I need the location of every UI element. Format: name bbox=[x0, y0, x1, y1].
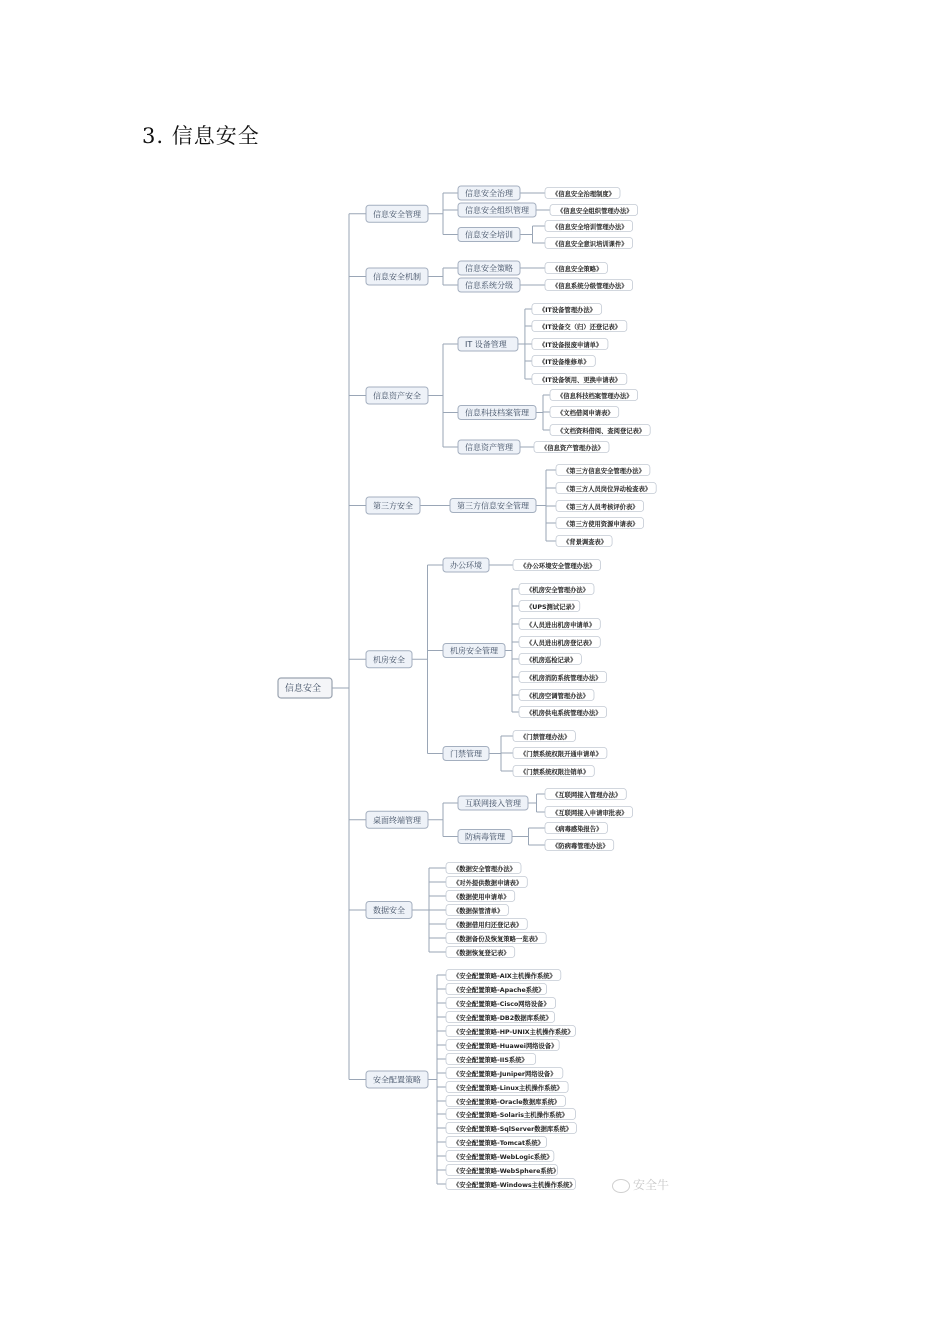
svg-text:《信息安全意识培训课件》: 《信息安全意识培训课件》 bbox=[552, 241, 628, 248]
branch-node bbox=[366, 497, 420, 514]
svg-text:《IT设备维修单》: 《IT设备维修单》 bbox=[538, 359, 590, 366]
leaf-document bbox=[446, 1068, 563, 1079]
leaf-document bbox=[446, 905, 508, 916]
svg-text:信息科技档案管理: 信息科技档案管理 bbox=[465, 408, 529, 418]
leaf-document bbox=[545, 807, 633, 818]
leaf-document bbox=[446, 1151, 554, 1162]
branch-node bbox=[366, 651, 412, 668]
svg-text:《数据借用归还登记表》: 《数据借用归还登记表》 bbox=[453, 922, 523, 929]
svg-text:信息安全管理: 信息安全管理 bbox=[373, 209, 421, 219]
subtopic-node bbox=[458, 830, 512, 844]
branch-node bbox=[366, 1071, 428, 1088]
subtopic-node bbox=[458, 796, 528, 810]
svg-text:信息安全: 信息安全 bbox=[285, 684, 322, 694]
leaf-document bbox=[513, 748, 607, 759]
svg-text:《第三方人员岗位异动检查表》: 《第三方人员岗位异动检查表》 bbox=[563, 486, 652, 493]
svg-text:《信息科技档案管理办法》: 《信息科技档案管理办法》 bbox=[557, 393, 633, 400]
svg-text:《数据保管清单》: 《数据保管清单》 bbox=[453, 908, 504, 915]
svg-text:《安全配置策略-IIS系统》: 《安全配置策略-IIS系统》 bbox=[453, 1057, 528, 1064]
root-node bbox=[278, 678, 332, 698]
leaf-document bbox=[532, 304, 602, 315]
leaf-document bbox=[519, 672, 607, 683]
svg-text:《安全配置策略-Oracle数据库系统》: 《安全配置策略-Oracle数据库系统》 bbox=[453, 1099, 561, 1106]
svg-text:《门禁管理办法》: 《门禁管理办法》 bbox=[520, 734, 571, 741]
leaf-document bbox=[556, 483, 656, 494]
svg-text:机房安全: 机房安全 bbox=[373, 655, 405, 665]
svg-text:《安全配置策略-WebSphere系统》: 《安全配置策略-WebSphere系统》 bbox=[453, 1168, 560, 1175]
svg-text:《信息系统分级管理办法》: 《信息系统分级管理办法》 bbox=[552, 283, 628, 290]
svg-text:《信息安全组织管理办法》: 《信息安全组织管理办法》 bbox=[557, 208, 633, 215]
leaf-document bbox=[446, 970, 561, 981]
subtopic-node bbox=[458, 186, 520, 200]
connector-2 bbox=[428, 344, 458, 447]
subtopic-node bbox=[443, 644, 505, 658]
svg-text:门禁管理: 门禁管理 bbox=[450, 749, 482, 759]
leaf-document bbox=[513, 766, 594, 777]
svg-text:《IT设备报废申请单》: 《IT设备报废申请单》 bbox=[538, 342, 603, 349]
svg-text:安全配置策略: 安全配置策略 bbox=[373, 1075, 421, 1085]
svg-text:《第三方人员考核评价表》: 《第三方人员考核评价表》 bbox=[563, 504, 639, 511]
svg-text:《信息资产管理办法》: 《信息资产管理办法》 bbox=[541, 445, 604, 452]
leaf-document bbox=[446, 984, 547, 995]
leaf-document bbox=[446, 1096, 565, 1107]
svg-text:信息资产安全: 信息资产安全 bbox=[373, 391, 421, 401]
leaf-document bbox=[446, 1082, 568, 1093]
leaf-document bbox=[446, 998, 556, 1009]
svg-text:信息系统分级: 信息系统分级 bbox=[465, 281, 513, 290]
svg-text:信息资产管理: 信息资产管理 bbox=[465, 443, 513, 452]
connector-6 bbox=[412, 868, 446, 952]
leaf-document bbox=[446, 877, 527, 888]
leaf-document bbox=[545, 280, 633, 291]
leaf-document bbox=[534, 442, 609, 453]
connector-2-0 bbox=[518, 309, 532, 379]
connector-1 bbox=[428, 268, 458, 285]
svg-text:《文档资料借阅、查阅登记表》: 《文档资料借阅、查阅登记表》 bbox=[557, 428, 646, 435]
svg-text:《互联网接入申请审批表》: 《互联网接入申请审批表》 bbox=[552, 810, 628, 817]
connector-2-1 bbox=[536, 395, 550, 430]
branch-node bbox=[366, 811, 428, 828]
svg-text:《IT设备交（归）还登记表》: 《IT设备交（归）还登记表》 bbox=[538, 324, 622, 331]
svg-text:《安全配置策略-Cisco网络设备》: 《安全配置策略-Cisco网络设备》 bbox=[453, 1001, 550, 1008]
svg-text:《人员进出机房登记表》: 《人员进出机房登记表》 bbox=[526, 640, 596, 647]
leaf-document bbox=[446, 1165, 559, 1176]
svg-text:《背景调查表》: 《背景调查表》 bbox=[563, 539, 608, 546]
leaf-document bbox=[513, 731, 575, 742]
leaf-document bbox=[532, 321, 627, 332]
branch-node bbox=[366, 205, 428, 222]
subtopic-node bbox=[458, 406, 536, 420]
connector-3-0 bbox=[536, 470, 556, 541]
svg-text:《安全配置策略-SqlServer数据库系统》: 《安全配置策略-SqlServer数据库系统》 bbox=[453, 1126, 573, 1133]
wechat-icon bbox=[612, 1179, 630, 1193]
leaf-document bbox=[550, 425, 650, 436]
leaf-document bbox=[545, 263, 607, 274]
svg-text:信息安全策略: 信息安全策略 bbox=[465, 264, 513, 273]
svg-text:防病毒管理: 防病毒管理 bbox=[465, 832, 505, 842]
svg-text:办公环境: 办公环境 bbox=[450, 561, 482, 570]
connector-7 bbox=[428, 975, 446, 1184]
svg-text:《安全配置策略-Juniper网络设备》: 《安全配置策略-Juniper网络设备》 bbox=[453, 1071, 557, 1078]
subtopic-node bbox=[443, 747, 489, 761]
svg-text:第三方信息安全管理: 第三方信息安全管理 bbox=[457, 501, 529, 511]
svg-text:数据安全: 数据安全 bbox=[373, 906, 405, 915]
leaf-document bbox=[532, 374, 627, 385]
leaf-document bbox=[446, 1109, 575, 1120]
leaf-document bbox=[545, 238, 633, 249]
svg-text:《病毒感染报告》: 《病毒感染报告》 bbox=[552, 826, 603, 833]
leaf-document bbox=[519, 707, 607, 718]
leaf-document bbox=[556, 465, 650, 476]
subtopic-node bbox=[458, 278, 520, 292]
svg-text:《安全配置策略-Windows主机操作系统》: 《安全配置策略-Windows主机操作系统》 bbox=[453, 1182, 576, 1189]
svg-text:机房安全管理: 机房安全管理 bbox=[450, 646, 498, 656]
svg-text:《人员进出机房申请单》: 《人员进出机房申请单》 bbox=[526, 622, 596, 629]
leaf-document bbox=[446, 1179, 576, 1190]
svg-text:《安全配置策略-AIX主机操作系统》: 《安全配置策略-AIX主机操作系统》 bbox=[453, 973, 556, 980]
leaf-document bbox=[446, 1012, 555, 1023]
connector-5-1 bbox=[512, 828, 545, 845]
leaf-document bbox=[446, 1040, 559, 1051]
svg-text:《防病毒管理办法》: 《防病毒管理办法》 bbox=[552, 843, 609, 850]
subtopic-node bbox=[458, 337, 518, 351]
svg-text:《安全配置策略-DB2数据库系统》: 《安全配置策略-DB2数据库系统》 bbox=[453, 1015, 552, 1022]
leaf-document bbox=[545, 823, 607, 834]
leaf-document bbox=[556, 518, 644, 529]
leaf-document bbox=[446, 1123, 576, 1134]
leaf-document bbox=[556, 536, 612, 547]
leaf-document bbox=[550, 407, 619, 418]
subtopic-node bbox=[458, 440, 520, 454]
svg-text:《数据备份及恢复策略一览表》: 《数据备份及恢复策略一览表》 bbox=[453, 936, 542, 943]
svg-text:《IT设备管理办法》: 《IT设备管理办法》 bbox=[538, 307, 596, 314]
leaf-document bbox=[446, 891, 515, 902]
branch-node bbox=[366, 902, 412, 919]
leaf-document bbox=[446, 1054, 536, 1065]
svg-text:《UPS测试记录》: 《UPS测试记录》 bbox=[526, 604, 579, 611]
svg-text:《安全配置策略-Tomcat系统》: 《安全配置策略-Tomcat系统》 bbox=[453, 1140, 544, 1147]
leaf-document bbox=[532, 339, 608, 350]
watermark-text: 安全牛 bbox=[633, 1178, 670, 1192]
subtopic-node bbox=[458, 203, 536, 217]
leaf-document bbox=[446, 919, 527, 930]
svg-text:《互联网接入管理办法》: 《互联网接入管理办法》 bbox=[552, 792, 622, 799]
svg-text:信息安全组织管理: 信息安全组织管理 bbox=[465, 206, 529, 215]
connector-4 bbox=[412, 565, 443, 754]
svg-text:《数据使用申请单》: 《数据使用申请单》 bbox=[453, 894, 510, 901]
svg-text:《第三方信息安全管理办法》: 《第三方信息安全管理办法》 bbox=[563, 468, 645, 475]
svg-text:桌面终端管理: 桌面终端管理 bbox=[373, 815, 421, 825]
leaf-document bbox=[550, 390, 638, 401]
svg-text:信息安全机制: 信息安全机制 bbox=[373, 272, 421, 282]
svg-text:《安全配置策略-Huawei网络设备》: 《安全配置策略-Huawei网络设备》 bbox=[453, 1043, 558, 1050]
subtopic-node bbox=[458, 228, 520, 242]
leaf-document bbox=[446, 1137, 547, 1148]
leaf-document bbox=[545, 840, 614, 851]
section-heading: 3. 信息安全 bbox=[142, 124, 260, 148]
svg-text:《信息安全策略》: 《信息安全策略》 bbox=[552, 266, 603, 273]
leaf-document bbox=[532, 356, 595, 367]
leaf-document bbox=[446, 947, 515, 958]
leaf-document bbox=[519, 601, 580, 612]
leaf-document bbox=[446, 863, 521, 874]
connector-0 bbox=[428, 193, 458, 235]
svg-text:《门禁系统权限注销单》: 《门禁系统权限注销单》 bbox=[520, 769, 590, 776]
svg-text:信息安全培训: 信息安全培训 bbox=[465, 230, 513, 240]
svg-text:《办公环境安全管理办法》: 《办公环境安全管理办法》 bbox=[520, 563, 596, 570]
leaf-document bbox=[446, 1026, 575, 1037]
connector-5 bbox=[428, 803, 458, 837]
leaf-document bbox=[545, 188, 620, 199]
leaf-document bbox=[519, 690, 594, 701]
svg-text:信息安全治理: 信息安全治理 bbox=[465, 189, 513, 198]
svg-text:互联网接入管理: 互联网接入管理 bbox=[465, 799, 521, 808]
subtopic-node bbox=[443, 558, 489, 572]
leaf-document bbox=[519, 654, 581, 665]
svg-text:第三方安全: 第三方安全 bbox=[373, 501, 413, 511]
connector-4-1 bbox=[505, 589, 519, 712]
leaf-document bbox=[519, 637, 600, 648]
svg-text:《数据安全管理办法》: 《数据安全管理办法》 bbox=[453, 866, 516, 873]
branch-node bbox=[366, 387, 428, 404]
subtopic-node bbox=[450, 499, 536, 513]
leaf-document bbox=[519, 619, 600, 630]
connector-0-2 bbox=[520, 226, 545, 243]
svg-text:《IT设备领用、更换申请表》: 《IT设备领用、更换申请表》 bbox=[538, 377, 622, 384]
svg-text:《机房供电系统管理办法》: 《机房供电系统管理办法》 bbox=[526, 710, 602, 717]
svg-text:《信息安全培训管理办法》: 《信息安全培训管理办法》 bbox=[552, 224, 628, 231]
subtopic-node bbox=[458, 261, 520, 275]
svg-text:《安全配置策略-Apache系统》: 《安全配置策略-Apache系统》 bbox=[453, 987, 545, 994]
branch-node bbox=[366, 268, 428, 285]
svg-text:《机房巡检记录》: 《机房巡检记录》 bbox=[526, 657, 577, 664]
svg-text:《安全配置策略-HP-UNIX主机操作系统》: 《安全配置策略-HP-UNIX主机操作系统》 bbox=[453, 1029, 574, 1036]
svg-text:《门禁系统权限开通申请单》: 《门禁系统权限开通申请单》 bbox=[520, 751, 602, 758]
svg-text:《文档借阅申请表》: 《文档借阅申请表》 bbox=[557, 410, 614, 417]
svg-text:《信息安全治理制度》: 《信息安全治理制度》 bbox=[552, 191, 615, 198]
leaf-document bbox=[550, 205, 638, 216]
root-connector bbox=[332, 214, 366, 1080]
watermark bbox=[612, 1176, 669, 1193]
svg-text:IT 设备管理: IT 设备管理 bbox=[465, 340, 507, 349]
leaf-document bbox=[519, 584, 594, 595]
svg-text:《第三方使用资源申请表》: 《第三方使用资源申请表》 bbox=[563, 521, 639, 528]
svg-text:《数据恢复登记表》: 《数据恢复登记表》 bbox=[453, 950, 510, 957]
svg-text:《安全配置策略-WebLogic系统》: 《安全配置策略-WebLogic系统》 bbox=[453, 1154, 553, 1161]
svg-text:《安全配置策略-Linux主机操作系统》: 《安全配置策略-Linux主机操作系统》 bbox=[453, 1085, 563, 1092]
leaf-document bbox=[545, 789, 626, 800]
leaf-document bbox=[556, 501, 644, 512]
leaf-document bbox=[545, 221, 633, 232]
leaf-document bbox=[446, 933, 546, 944]
svg-text:《机房空调管理办法》: 《机房空调管理办法》 bbox=[526, 693, 589, 700]
connector-4-2 bbox=[489, 736, 513, 771]
svg-text:《对外提供数据申请表》: 《对外提供数据申请表》 bbox=[453, 880, 523, 887]
svg-text:《机房安全管理办法》: 《机房安全管理办法》 bbox=[526, 587, 589, 594]
connector-5-0 bbox=[528, 794, 545, 812]
leaf-document bbox=[513, 560, 601, 571]
svg-text:《安全配置策略-Solaris主机操作系统》: 《安全配置策略-Solaris主机操作系统》 bbox=[453, 1112, 569, 1119]
svg-text:《机房消防系统管理办法》: 《机房消防系统管理办法》 bbox=[526, 675, 602, 682]
